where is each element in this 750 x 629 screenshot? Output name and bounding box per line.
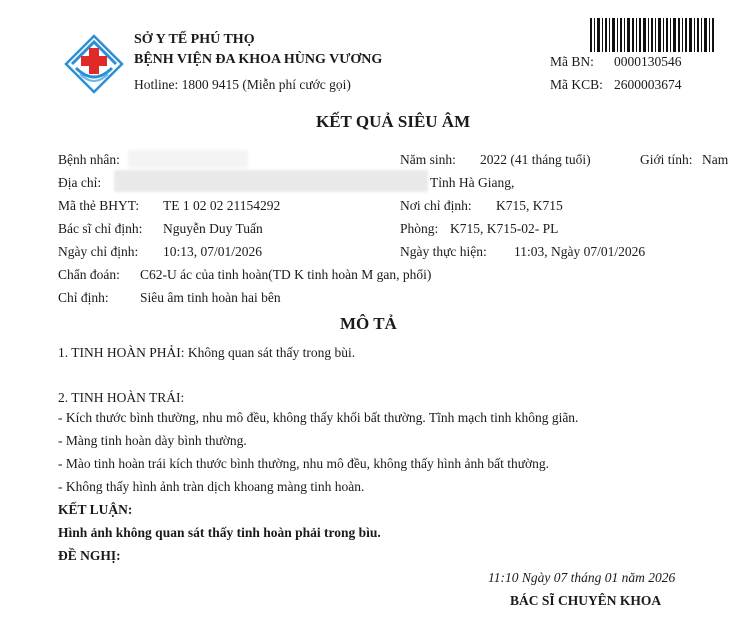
gender-label: Giới tính:: [640, 152, 693, 167]
diagnosis-label: Chẩn đoán:: [58, 267, 120, 282]
bhyt-value: TE 1 02 02 21154292: [163, 198, 281, 213]
birth-label: Năm sinh:: [400, 152, 456, 167]
doctor-label: Bác sĩ chỉ định:: [58, 221, 143, 236]
hospital-name: BỆNH VIỆN ĐA KHOA HÙNG VƯƠNG: [134, 52, 383, 67]
signer-title: BÁC SĨ CHUYÊN KHOA: [510, 593, 662, 608]
perform-date-label: Ngày thực hiện:: [400, 244, 487, 259]
redacted-name: [128, 150, 248, 168]
conclusion-label: KẾT LUẬN:: [58, 502, 133, 517]
address-value: Tỉnh Hà Giang,: [430, 175, 515, 190]
hospital-logo: [64, 34, 124, 94]
indication-value: Siêu âm tinh hoàn hai bên: [140, 290, 281, 305]
place-value: K715, K715: [496, 198, 563, 213]
doctor-value: Nguyễn Duy Tuấn: [163, 221, 263, 236]
right-testis-finding: 1. TINH HOÀN PHẢI: Không quan sát thấy trong bùi.: [58, 345, 356, 360]
order-date-label: Ngày chỉ định:: [58, 244, 139, 259]
perform-date-value: 11:03, Ngày 07/01/2026: [514, 244, 646, 259]
ma-bn-value: 0000130546: [614, 54, 682, 69]
place-label: Nơi chỉ định:: [400, 198, 472, 213]
room-value: K715, K715-02- PL: [450, 221, 559, 236]
description-heading: MÔ TẢ: [340, 314, 397, 333]
recommend-label: ĐỀ NGHỊ:: [58, 548, 121, 563]
left-testis-heading: 2. TINH HOÀN TRÁI:: [58, 390, 185, 405]
ma-kcb-value: 2600003674: [614, 77, 682, 92]
address-label: Địa chỉ:: [58, 175, 102, 190]
left-testis-item: - Màng tinh hoàn dày bình thường.: [58, 433, 247, 448]
room-label: Phòng:: [400, 221, 439, 236]
left-testis-item: - Mào tinh hoàn trái kích thước bình thường, nhu mô đều, không thấy hình ảnh bất thường.: [58, 456, 550, 471]
redacted-address: [114, 170, 428, 192]
diagnosis-value: C62-U ác của tinh hoàn(TD K tinh hoàn M gan, phổi): [140, 267, 432, 282]
left-testis-item: - Không thấy hình ảnh tràn dịch khoang màng tinh hoàn.: [58, 479, 365, 494]
birth-value: 2022 (41 tháng tuổi): [480, 152, 591, 167]
department-name: SỞ Y TẾ PHÚ THỌ: [134, 32, 255, 47]
ma-kcb-label: Mã KCB:: [550, 77, 603, 92]
bhyt-label: Mã thẻ BHYT:: [58, 198, 140, 213]
conclusion-text: Hình ảnh không quan sát thấy tinh hoàn phải trong bìu.: [58, 525, 381, 540]
order-date-value: 10:13, 07/01/2026: [163, 244, 263, 259]
patient-name-label: Bệnh nhân:: [58, 152, 120, 167]
gender-value: Nam: [702, 152, 729, 167]
barcode: [590, 18, 716, 52]
ma-bn-label: Mã BN:: [550, 54, 594, 69]
document-title: KẾT QUẢ SIÊU ÂM: [316, 112, 471, 131]
indication-label: Chỉ định:: [58, 290, 109, 305]
report-datetime: 11:10 Ngày 07 tháng 01 năm 2026: [488, 570, 676, 585]
left-testis-item: - Kích thước bình thường, nhu mô đều, không thấy khối bất thường. Tĩnh mạch tinh không giãn.: [58, 410, 579, 425]
hotline: Hotline: 1800 9415 (Miễn phí cước gọi): [134, 77, 351, 92]
